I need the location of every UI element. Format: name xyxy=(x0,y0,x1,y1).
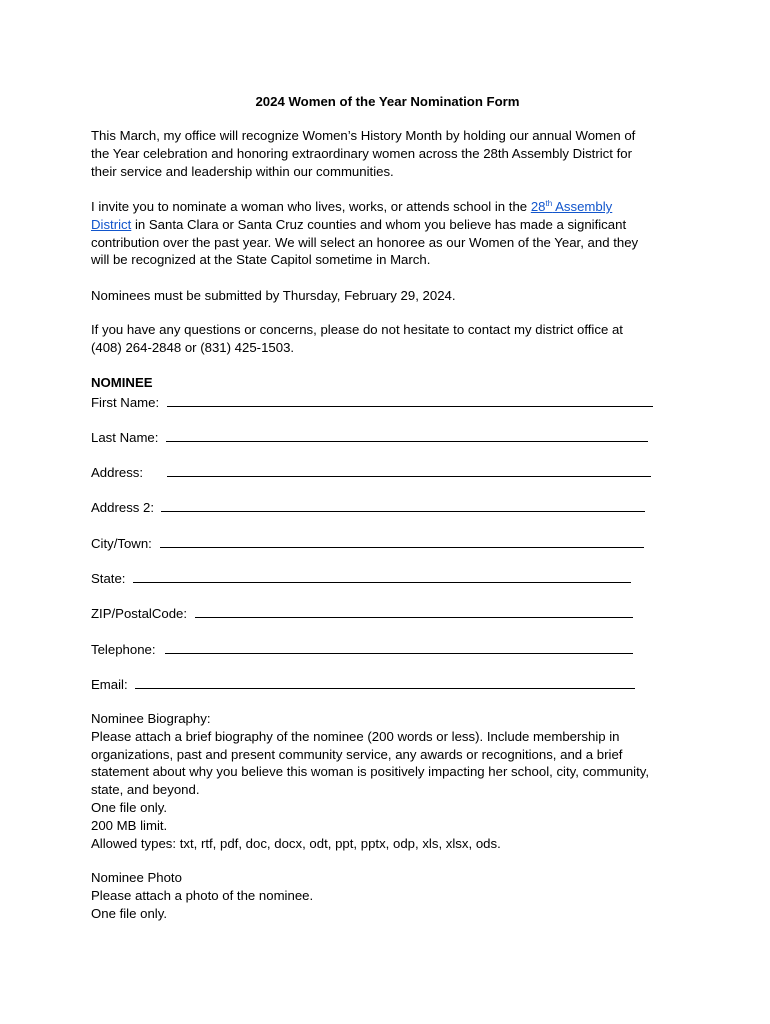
address-label: Address: xyxy=(91,465,144,480)
deadline-text: Nominees must be submitted by Thursday, February 29, 2024. xyxy=(91,288,456,303)
telephone-label: Telephone: xyxy=(91,642,156,657)
link-superscript: th xyxy=(545,199,553,208)
biography-line: statement about why you believe this woman is positively impacting her school, city, community, xyxy=(91,764,650,780)
telephone-field xyxy=(91,640,633,658)
address-field xyxy=(91,463,651,481)
first-name-label: First Name: xyxy=(91,395,160,410)
last-name-input[interactable] xyxy=(166,428,648,442)
biography-heading: Nominee Biography: xyxy=(91,711,211,726)
photo-file-count: One file only. xyxy=(91,905,167,921)
link-number: 28 xyxy=(530,199,546,214)
city-label: City/Town: xyxy=(91,536,152,551)
contact-line: (408) 264-2848 or (831) 425-1503. xyxy=(91,339,295,355)
intro-paragraph xyxy=(91,127,691,180)
contact-line: If you have any questions or concerns, please do not hesitate to contact my district office at xyxy=(91,322,623,337)
invite-line: will be recognized at the State Capitol sometime in March. xyxy=(91,252,431,268)
zip-label: ZIP/PostalCode: xyxy=(91,606,188,621)
biography-section xyxy=(91,710,691,852)
invite-paragraph xyxy=(91,198,691,269)
email-input[interactable] xyxy=(135,675,635,689)
last-name-label: Last Name: xyxy=(91,430,159,445)
contact-paragraph xyxy=(91,321,691,357)
biography-allowed-types: Allowed types: txt, rtf, pdf, doc, docx, odt, ppt, pptx, odp, xls, xlsx, ods. xyxy=(91,835,501,851)
photo-heading: Nominee Photo xyxy=(91,870,182,885)
page-title: 2024 Women of the Year Nomination Form xyxy=(255,94,520,109)
state-field xyxy=(91,569,631,587)
intro-line: their service and leadership within our communities. xyxy=(91,163,394,179)
nominee-heading: NOMINEE xyxy=(91,375,153,390)
biography-size-limit: 200 MB limit. xyxy=(91,817,168,833)
city-field xyxy=(91,534,644,552)
address2-label: Address 2: xyxy=(91,500,155,515)
telephone-input[interactable] xyxy=(165,640,633,654)
email-label: Email: xyxy=(91,677,128,692)
biography-line: state, and beyond. xyxy=(91,782,200,798)
address2-field xyxy=(91,498,645,516)
state-label: State: xyxy=(91,571,126,586)
address-input[interactable] xyxy=(167,463,651,477)
invite-text: I invite you to nominate a woman who lives, works, or attends school in the xyxy=(91,199,531,214)
link-text: Assembly xyxy=(552,199,613,214)
invite-text: in Santa Clara or Santa Cruz counties and whom you believe has made a significant xyxy=(131,216,627,232)
biography-line: organizations, past and present community service, any awards or recognitions, and a brief xyxy=(91,746,623,762)
intro-line: the Year celebration and honoring extraordinary women across the 28th Assembly District for xyxy=(91,145,632,161)
first-name-field xyxy=(91,393,653,411)
biography-line: Please attach a brief biography of the nominee (200 words or less). Include membership in xyxy=(91,728,620,744)
address2-input[interactable] xyxy=(161,498,645,512)
assembly-district-link-continued[interactable]: District xyxy=(91,216,132,232)
photo-section xyxy=(91,869,691,922)
first-name-input[interactable] xyxy=(167,393,653,407)
email-field xyxy=(91,675,635,693)
state-input[interactable] xyxy=(133,569,631,583)
biography-file-count: One file only. xyxy=(91,799,167,815)
intro-line: This March, my office will recognize Women’s History Month by holding our annual Women of xyxy=(91,128,636,143)
zip-input[interactable] xyxy=(195,604,633,618)
last-name-field xyxy=(91,428,648,446)
city-input[interactable] xyxy=(160,534,644,548)
invite-line: contribution over the past year. We will select an honoree as our Women of the Year, and they xyxy=(91,234,639,250)
photo-instruction: Please attach a photo of the nominee. xyxy=(91,887,314,903)
zip-field xyxy=(91,604,633,622)
assembly-district-link[interactable] xyxy=(531,199,612,214)
